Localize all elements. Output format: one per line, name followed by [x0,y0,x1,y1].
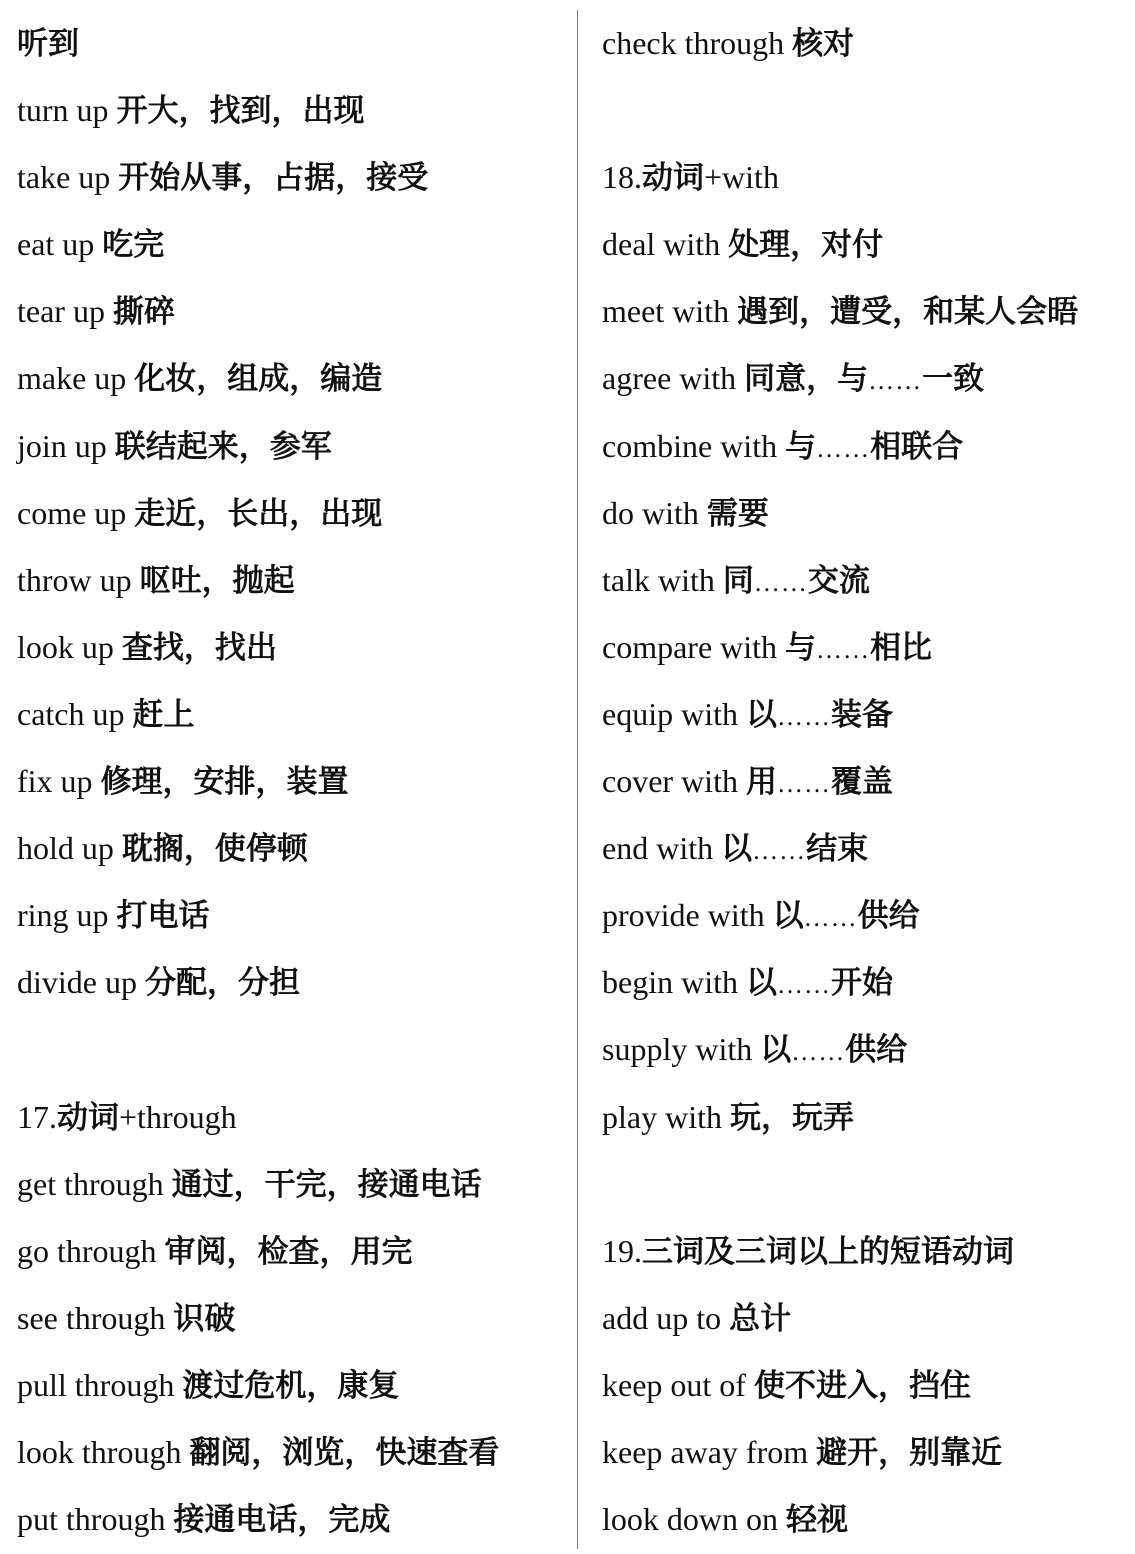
phrase-chinese: 审阅，检查，用完 [164,1233,413,1270]
phrase-chinese-cont: 结束 [806,831,869,868]
phrase-chinese: 耽搁，使停顿 [121,831,308,868]
phrase-chinese: 处理，对付 [728,227,884,264]
phrase-line [602,614,1135,681]
phrase-line [17,1016,567,1083]
phrase-chinese: 总计 [729,1300,792,1337]
phrase-english: begin with [602,964,746,1001]
phrase-chinese: 遇到，遭受，和某人会晤 [737,294,1079,331]
column-divider [577,10,578,1549]
phrase-english: look up [17,628,122,665]
ellipsis: …… [791,1037,846,1067]
phrase-english: deal with [602,226,729,263]
phrase-line [602,144,1135,211]
phrase-english: meet with [602,293,738,330]
phrase-english: see through [17,1299,174,1336]
phrase-chinese: 修理，安排，装置 [100,764,349,801]
phrase-line [602,1486,1135,1553]
phrase-english-cont: +with [704,159,779,196]
phrase-chinese-cont: 覆盖 [830,764,893,801]
phrase-line [602,480,1135,547]
ellipsis: …… [776,769,831,799]
phrase-english: get through [17,1165,172,1202]
phrase-chinese: 翻阅，浏览，快速查看 [189,1434,500,1471]
phrase-english: compare with [602,628,786,665]
phrase-line [602,748,1135,815]
phrase-english: equip with [602,695,746,732]
phrase-chinese: 撕碎 [112,294,175,331]
phrase-english: fix up [17,763,101,800]
phrase-line [602,681,1135,748]
phrase-chinese: 核对 [792,26,855,62]
phrase-line [17,10,567,77]
phrase-english: keep away from [602,1433,817,1470]
phrase-chinese: 赶上 [132,696,195,733]
phrase-chinese: 呕吐，抛起 [139,562,295,599]
phrase-english: talk with [602,561,723,598]
phrase-english: keep out of [602,1366,754,1403]
phrase-chinese: 接通电话，完成 [173,1502,391,1539]
phrase-line [17,1218,567,1285]
phrase-chinese: 轻视 [786,1502,848,1539]
phrase-line [17,211,567,278]
phrase-chinese: 动词 [57,1099,119,1136]
phrase-english: hold up [17,830,122,867]
phrase-chinese: 玩，玩弄 [729,1099,854,1136]
phrase-line [602,77,1135,144]
ellipsis: …… [868,366,923,396]
phrase-english: 17. [17,1098,57,1135]
phrase-english: go through [17,1232,165,1269]
phrase-line [17,748,567,815]
phrase-chinese: 与 [785,629,817,666]
phrase-chinese: 渡过危机，康复 [182,1367,400,1404]
phrase-english: 18. [602,159,642,196]
phrase-english: put through [17,1501,174,1538]
phrase-english: supply with [602,1031,761,1068]
phrase-english: eat up [17,226,103,263]
phrase-english: cover with [602,763,746,800]
phrase-line [17,1151,567,1218]
phrase-line [17,480,567,547]
phrase-chinese-cont: 供给 [845,1032,908,1069]
phrase-line [17,949,567,1016]
phrase-line [602,949,1135,1016]
phrase-english: join up [17,427,115,464]
phrase-english: 19. [602,1232,642,1269]
phrase-chinese: 打电话 [116,898,210,935]
phrase-english: take up [17,159,119,196]
phrase-line [602,882,1135,949]
phrase-line [17,815,567,882]
phrase-english: end with [602,830,722,867]
phrase-chinese-cont: 装备 [830,696,893,733]
ellipsis: …… [753,567,808,597]
phrase-line [602,413,1135,480]
ellipsis: …… [816,634,871,664]
ellipsis: …… [776,701,831,731]
phrase-english: ring up [17,897,117,934]
phrase-line [17,144,567,211]
phrase-chinese: 与 [785,428,817,465]
phrase-chinese: 三词及三词以上的短语动词 [642,1233,1014,1270]
phrase-chinese: 以 [772,898,804,935]
phrase-chinese-cont: 相比 [870,629,933,666]
phrase-chinese: 以 [760,1032,792,1069]
phrase-english: look through [17,1433,190,1470]
phrase-english: check through [602,25,793,61]
phrase-chinese: 同意，与 [744,361,869,398]
phrase-chinese: 避开，别靠近 [816,1434,1003,1471]
phrase-line [17,1084,567,1151]
phrase-line [17,1486,567,1553]
phrase-english: throw up [17,561,140,598]
ellipsis: …… [803,903,858,933]
phrase-chinese-cont: 一致 [922,361,985,398]
phrase-line [17,614,567,681]
phrase-line [602,1352,1135,1419]
phrase-chinese: 听到 [17,26,79,62]
phrase-english: play with [602,1098,730,1135]
phrase-chinese: 吃完 [102,227,165,264]
phrase-line [17,681,567,748]
phrase-chinese: 化妆，组成，编造 [134,361,383,398]
phrase-line [602,1218,1135,1285]
phrase-english: look down on [602,1501,786,1538]
ellipsis: …… [752,836,807,866]
phrase-chinese: 联结起来，参军 [114,428,332,465]
phrase-line [602,815,1135,882]
phrase-chinese: 开大，找到，出现 [116,93,365,130]
phrase-chinese: 分配，分担 [144,965,300,1002]
phrase-line [602,1419,1135,1486]
phrase-chinese: 以 [721,831,753,868]
ellipsis: …… [816,433,871,463]
phrase-english: make up [17,360,135,397]
phrase-line [17,1419,567,1486]
phrase-chinese: 同 [722,562,754,599]
phrase-english-cont: +through [119,1098,237,1135]
phrase-line [17,547,567,614]
phrase-english: add up to [602,1299,730,1336]
phrase-english: provide with [602,897,773,934]
phrase-line [602,547,1135,614]
phrase-english: do with [602,494,707,531]
right-column [602,10,1135,1553]
phrase-chinese: 识破 [173,1300,236,1337]
phrase-chinese-cont: 供给 [857,898,920,935]
phrase-chinese-cont: 交流 [807,562,870,599]
phrase-line [602,1016,1135,1083]
phrase-line [17,1285,567,1352]
phrase-line [602,278,1135,345]
left-column [17,10,567,1553]
phrase-chinese: 开始从事，占据，接受 [118,160,429,197]
phrase-line [602,1084,1135,1151]
phrase-chinese: 使不进入，挡住 [753,1367,971,1404]
phrase-english: turn up [17,92,117,129]
phrase-chinese: 动词 [642,160,704,197]
phrase-line [17,278,567,345]
phrase-chinese: 以 [745,696,777,733]
phrase-english: pull through [17,1366,183,1403]
phrase-english: catch up [17,695,133,732]
phrase-chinese: 查找，找出 [121,629,277,666]
phrase-chinese-cont: 相联合 [870,428,964,465]
ellipsis: …… [776,970,831,1000]
phrase-english: divide up [17,964,145,1001]
phrase-line [17,882,567,949]
phrase-line [17,345,567,412]
phrase-line [602,1285,1135,1352]
phrase-chinese: 走近，长出，出现 [134,495,383,532]
phrase-chinese: 用 [745,764,777,801]
phrase-chinese: 通过，干完，接通电话 [171,1166,482,1203]
phrase-english: come up [17,494,135,531]
phrase-line [602,10,1135,77]
phrase-line [602,345,1135,412]
phrase-line [602,1151,1135,1218]
phrase-chinese-cont: 开始 [830,965,893,1002]
phrase-chinese: 以 [745,965,777,1002]
phrase-chinese: 需要 [706,495,769,532]
phrase-english: agree with [602,360,745,397]
phrase-english: tear up [17,293,113,330]
phrase-line [602,211,1135,278]
phrase-english: combine with [602,427,786,464]
phrase-line [17,413,567,480]
phrase-line [17,1352,567,1419]
phrase-line [17,77,567,144]
